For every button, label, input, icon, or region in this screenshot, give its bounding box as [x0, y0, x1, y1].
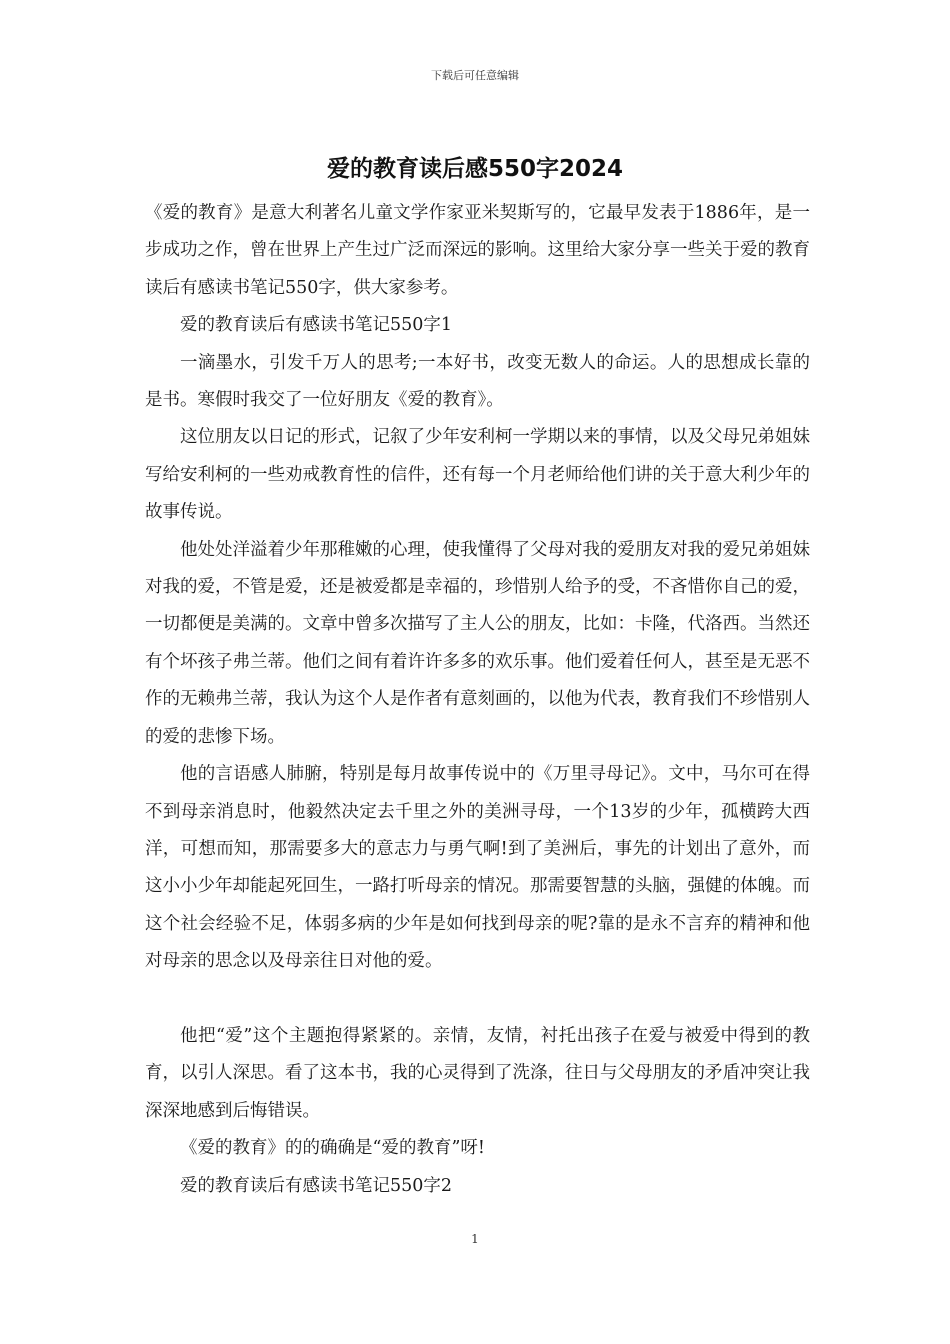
body-paragraph: 他把“爱”这个主题抱得紧紧的。亲情，友情，衬托出孩子在爱与被爱中得到的教育，以引人深思。看了这本书，我的心灵得到了洗涤，往日与父母朋友的矛盾冲突让我深深地感到后悔错误。 [145, 1025, 810, 1121]
section-heading-1: 爱的教育读后有感读书笔记550字1 [180, 315, 453, 336]
section-heading-2: 爱的教育读后有感读书笔记550字2 [180, 1175, 453, 1196]
document-title: 爱的教育读后感550字2024 [326, 156, 624, 182]
body-paragraph: 他的言语感人肺腑，特别是每月故事传说中的《万里寻母记》。文中，马尔可在得不到母亲消息时，他毅然决定去千里之外的美洲寻母，一个13岁的少年，孤横跨大西洋，可想而知，那需要多大的意志力与勇气啊!到了美洲后，事先的计划出了意外，而这小小少年却能起死回生，一路打听母亲的情况。那需要智慧的头脑，强健的体魄。而这个社会经验不足，体弱多病的少年是如何找到母亲的呢?靠的是永不言弃的精神和他对母亲的思念以及母亲往日对他的爱。 [145, 764, 810, 972]
body-paragraph: 他处处洋溢着少年那稚嫩的心理，使我懂得了父母对我的爱朋友对我的爱兄弟姐妹对我的爱，不管是爱，还是被爱都是幸福的，珍惜别人给予的受，不吝惜你自己的爱，一切都便是美满的。文章中曾多次描写了主人公的朋友，比如：卡隆，代洛西。当然还有个坏孩子弗兰蒂。他们之间有着许许多多的欢乐事。他们爱着任何人，甚至是无恶不作的无赖弗兰蒂，我认为这个人是作者有意刻画的，以他为代表，教育我们不珍惜别人的爱的悲惨下场。 [145, 539, 810, 747]
body-paragraph: 一滴墨水，引发千万人的思考;一本好书，改变无数人的命运。人的思想成长靠的是书。寒假时我交了一位好朋友《爱的教育》。 [145, 352, 810, 411]
page-number: 1 [471, 1232, 479, 1246]
paragraph-spacer [145, 981, 810, 1018]
intro-paragraph: 《爱的教育》是意大利著名儿童文学作家亚米契斯写的，它最早发表于1886年，是一步成功之作，曾在世界上产生过广泛而深远的影响。这里给大家分享一些关于爱的教育读后有感读书笔记550字，供大家参考。 [145, 203, 810, 298]
body-paragraph: 《爱的教育》的的确确是“爱的教育”呀! [180, 1138, 485, 1159]
header-note: 下载后可任意编辑 [431, 69, 519, 82]
body-paragraph: 这位朋友以日记的形式，记叙了少年安利柯一学期以来的事情，以及父母兄弟姐妹写给安利柯的一些劝戒教育性的信件，还有每一个月老师给他们讲的关于意大利少年的故事传说。 [145, 427, 810, 523]
document-body [145, 195, 810, 1205]
